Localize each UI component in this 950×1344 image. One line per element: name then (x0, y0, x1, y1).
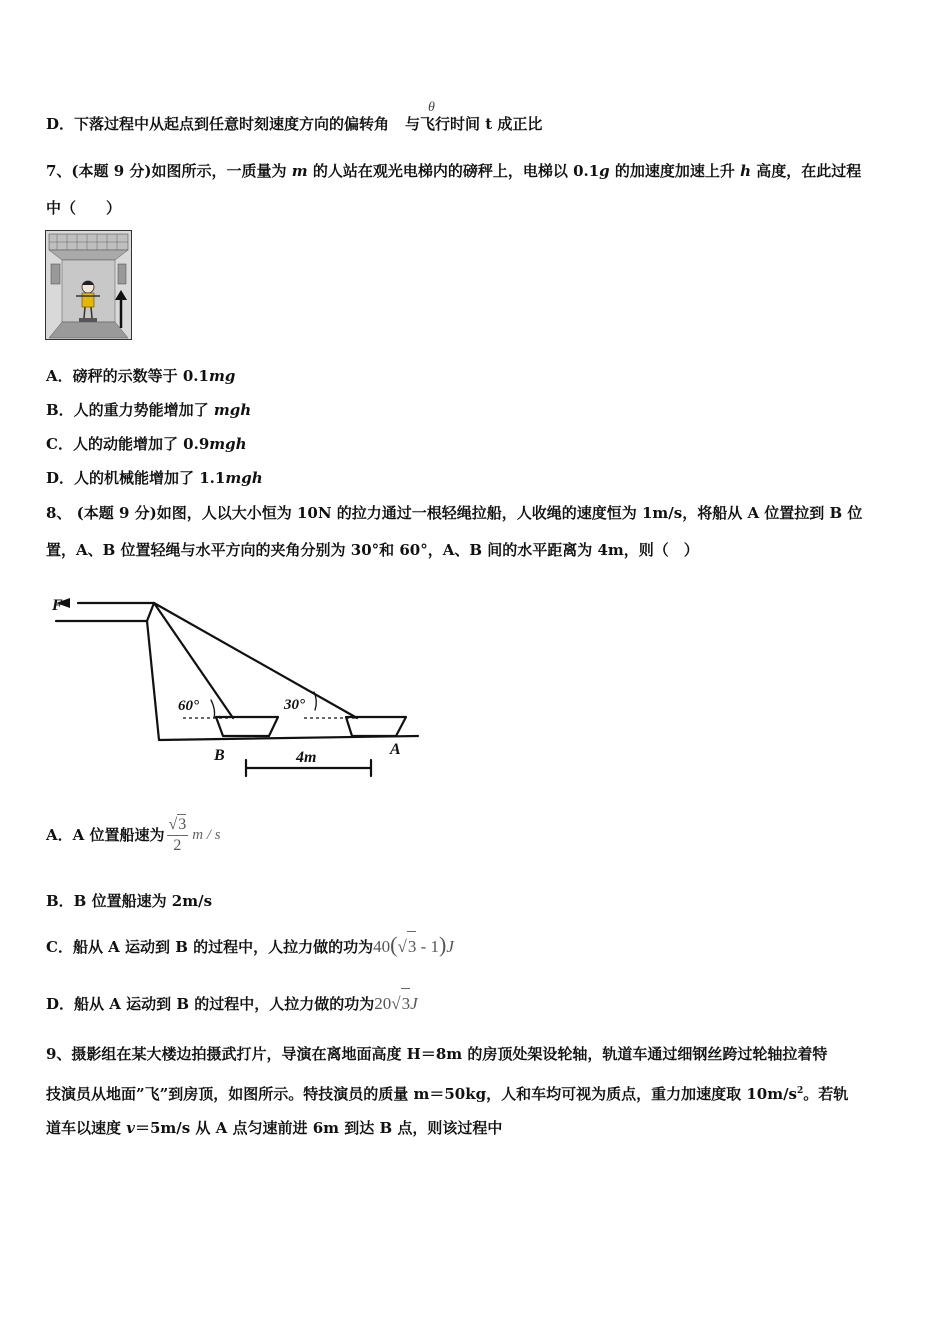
q8-stem-line2: 置，A、B 位置轻绳与水平方向的夹角分别为 30°和 60°，A、B 间的水平距离为 4m，则（ ） (46, 541, 699, 559)
q6-option-d-text: D．下落过程中从起点到任意时刻速度方向的偏转角 (46, 115, 390, 133)
distance-label: 4m (296, 749, 317, 766)
q8-option-b: B．B 位置船速为 2m/s (46, 892, 213, 910)
force-label: F (52, 597, 63, 614)
point-a-label: A (390, 741, 401, 758)
q6-option-d (46, 114, 542, 134)
theta-symbol: θ (428, 100, 435, 115)
q8-stem-line1: 8、 (本题 9 分)如图，人以大小恒为 10N 的拉力通过一根轻绳拉船，人收绳的速度恒为 1m/s，将船从 A 位置拉到 B 位 (46, 504, 863, 522)
q7-stem-line2: 中（ ） (46, 199, 122, 217)
q9-line3: 道车以速度 v＝5m/s 从 A 点匀速前进 6m 到达 B 点，则该过程中 (46, 1119, 503, 1137)
q7-option-b: B．人的重力势能增加了 mgh (46, 401, 252, 419)
point-b-label: B (214, 747, 225, 764)
angle-30-label: 30° (284, 697, 305, 713)
q8-option-d: D．船从 A 运动到 B 的过程中，人拉力做的功为20√3J (46, 988, 418, 1019)
q8-option-a: A．A 位置船速为 $\frac{√3}{2}$ m / s (46, 816, 221, 854)
fraction-sqrt3-over-2: $\frac{√3}{2}$ (168, 816, 187, 854)
q7-option-d: D．人的机械能增加了 1.1mgh (46, 469, 263, 487)
angle-60-label: 60° (178, 698, 199, 714)
q9-line2: 技演员从地面”飞”到房顶，如图所示。特技演员的质量 m＝50kg，人和车均可视为质点，重力加速度取 $10m/s^2$。若轨 (46, 1085, 849, 1103)
q8-option-c: C．船从 A 运动到 B 的过程中，人拉力做的功为40(√3 - 1)J (46, 930, 454, 962)
elevator-figure (45, 230, 132, 340)
q7-stem-line1: 7、(本题 9 分)如图所示，一质量为 m 的人站在观光电梯内的磅秤上，电梯以 0.1g 的加速度加速上升 h 高度，在此过程 (46, 162, 862, 180)
q9-line1: 9、摄影组在某大楼边拍摄武打片，导演在离地面高度 H＝8m 的房顶处架设轮轴，轨道车通过细钢丝跨过轮轴拉着特 (46, 1045, 828, 1063)
q7-option-c: C．人的动能增加了 0.9mgh (46, 435, 247, 453)
q7-option-a: A．磅秤的示数等于 0.1mg (46, 367, 236, 385)
boat-pulling-figure (46, 588, 426, 778)
q6-option-d-tail: 与飞行时间 t 成正比 (405, 115, 543, 133)
